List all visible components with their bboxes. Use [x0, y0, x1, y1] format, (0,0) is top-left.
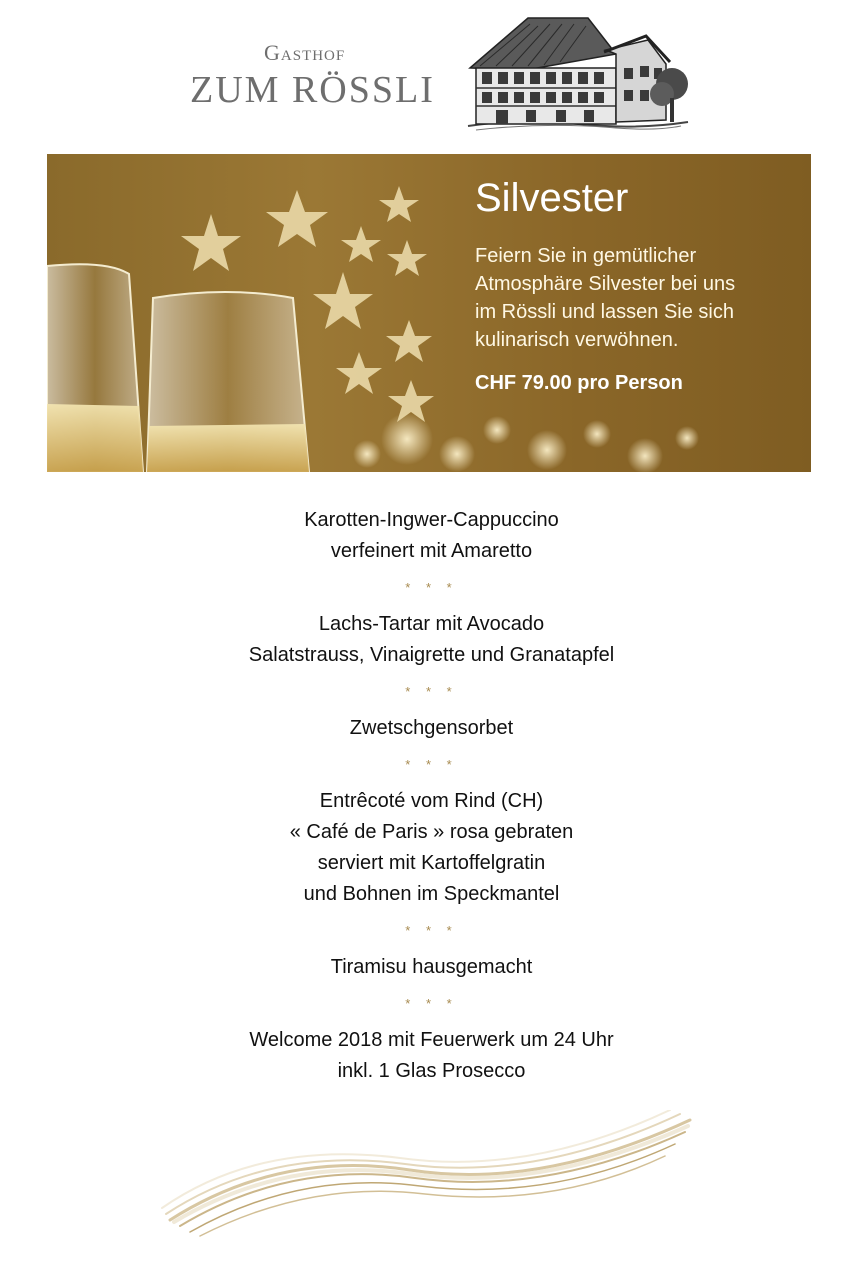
- course-line: Entrêcoté vom Rind (CH): [319, 790, 544, 812]
- course-line: und Bohnen im Speckmantel: [303, 883, 560, 905]
- course-main: [0, 786, 863, 910]
- menu-courses: [0, 505, 863, 1087]
- course-separator: * * *: [405, 923, 458, 938]
- course-separator: * * *: [405, 684, 458, 699]
- decorative-swoosh: [160, 1110, 700, 1240]
- course-separator: * * *: [405, 757, 458, 772]
- course-dessert: [0, 952, 863, 983]
- logo-gasthof: Gasthof: [264, 40, 346, 65]
- course-line: serviert mit Kartoffelgratin: [317, 852, 546, 874]
- banner-description: [475, 242, 805, 354]
- course-welcome: [0, 1025, 863, 1087]
- inn-building-illustration: [466, 10, 690, 134]
- course-starter: [0, 505, 863, 567]
- course-line: Karotten-Ingwer-Cappuccino: [304, 509, 559, 531]
- course-appetizer: [0, 609, 863, 671]
- banner-text-line: Feiern Sie in gemütlicher: [475, 245, 697, 267]
- banner-text-line: kulinarisch verwöhnen.: [475, 329, 679, 351]
- banner-text-line: Atmosphäre Silvester bei uns: [475, 273, 736, 295]
- logo-name: ZUM RÖSSLI: [190, 69, 435, 111]
- banner-text-line: im Rössli und lassen Sie sich: [475, 301, 734, 323]
- course-line: inkl. 1 Glas Prosecco: [337, 1060, 526, 1082]
- course-line: Zwetschgensorbet: [349, 717, 514, 739]
- course-separator: * * *: [405, 580, 458, 595]
- course-line: « Café de Paris » rosa gebraten: [289, 821, 574, 843]
- silvester-banner: [47, 154, 811, 472]
- course-separator: * * *: [405, 996, 458, 1011]
- banner-title: Silvester: [475, 176, 629, 220]
- course-sorbet: [0, 713, 863, 744]
- course-line: Welcome 2018 mit Feuerwerk um 24 Uhr: [249, 1029, 614, 1051]
- course-line: verfeinert mit Amaretto: [330, 540, 533, 562]
- course-line: Lachs-Tartar mit Avocado: [318, 613, 545, 635]
- course-line: Salatstrauss, Vinaigrette und Granatapfel: [248, 644, 615, 666]
- price-per-person: CHF 79.00 pro Person: [475, 372, 683, 394]
- course-line: Tiramisu hausgemacht: [330, 956, 533, 978]
